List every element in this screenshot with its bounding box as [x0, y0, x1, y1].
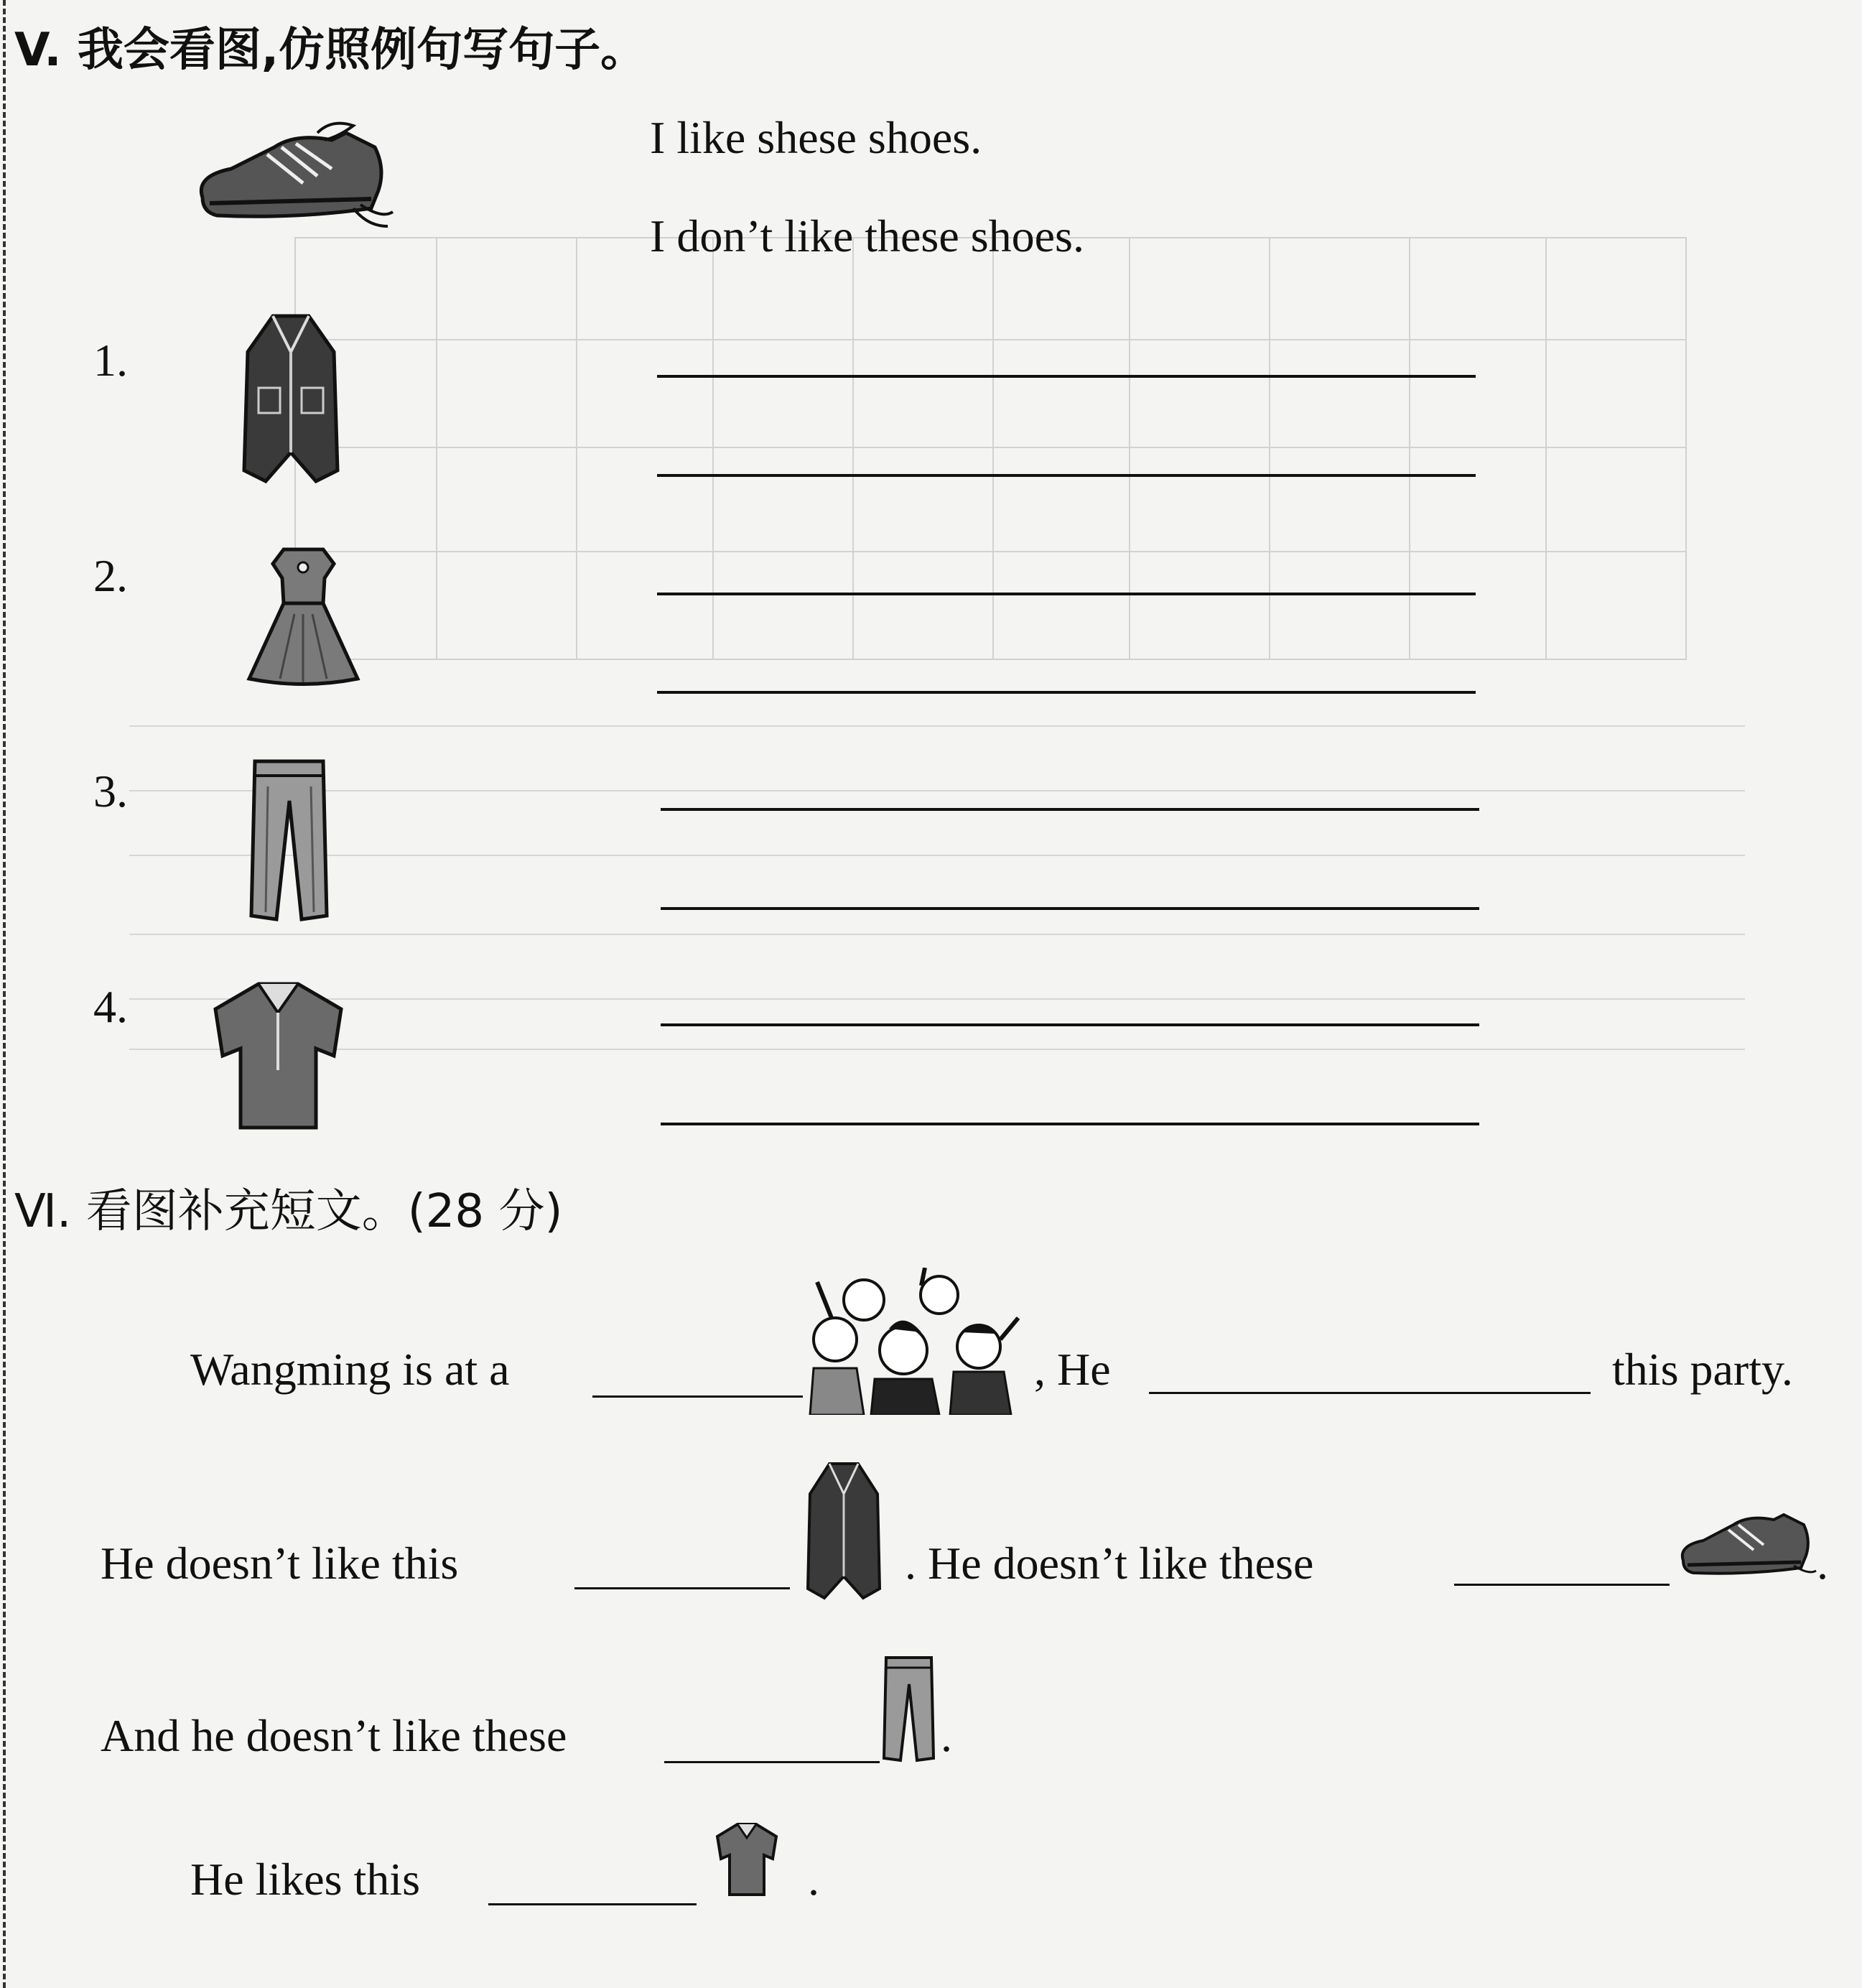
- blank-likes[interactable]: [1149, 1392, 1591, 1394]
- item-1-number: 1.: [93, 335, 128, 386]
- answer-line-4a[interactable]: [661, 1023, 1479, 1026]
- section-5-heading: V. 我会看图,仿照例句写句子。: [14, 24, 647, 77]
- item-2-number: 2.: [93, 550, 128, 601]
- jacket-icon: [804, 1458, 883, 1602]
- blank-shoes[interactable]: [1454, 1584, 1670, 1586]
- shoe-icon: [1673, 1505, 1817, 1587]
- passage-line-4-end: .: [808, 1854, 819, 1905]
- example-sentence-1: I like shese shoes.: [650, 112, 982, 163]
- party-icon: [803, 1268, 1040, 1415]
- blank-shirt[interactable]: [488, 1903, 697, 1905]
- answer-line-1a[interactable]: [657, 375, 1476, 378]
- answer-line-1b[interactable]: [657, 474, 1476, 477]
- trousers-icon: [882, 1655, 936, 1763]
- item-3-number: 3.: [93, 766, 128, 817]
- section-6-heading: Ⅵ. 看图补充短文。(28 分): [14, 1185, 563, 1238]
- trousers-icon: [248, 758, 330, 923]
- passage-line-4-start: He likes this: [190, 1854, 420, 1905]
- shirt-icon: [714, 1821, 779, 1900]
- answer-line-3b[interactable]: [661, 907, 1479, 910]
- example-shoe-icon: [188, 119, 396, 233]
- passage-line-2-mid: . He doesn’t like these: [905, 1538, 1314, 1589]
- passage-line-2-end: .: [1817, 1538, 1828, 1589]
- answer-line-2a[interactable]: [657, 593, 1476, 595]
- blank-party[interactable]: [592, 1395, 804, 1398]
- jacket-icon: [241, 309, 341, 485]
- answer-line-2b[interactable]: [657, 691, 1476, 694]
- item-4-number: 4.: [93, 981, 128, 1032]
- passage-line-1-end: this party.: [1612, 1344, 1793, 1395]
- answer-line-3a[interactable]: [661, 808, 1479, 811]
- passage-line-1-mid: , He: [1034, 1344, 1111, 1395]
- passage-line-3-start: And he doesn’t like these: [101, 1710, 567, 1761]
- example-sentence-2: I don’t like these shoes.: [650, 210, 1084, 261]
- shirt-icon: [208, 977, 348, 1138]
- passage-line-2-start: He doesn’t like this: [101, 1538, 459, 1589]
- passage-line-3-end: .: [941, 1710, 952, 1761]
- blank-trousers[interactable]: [664, 1761, 880, 1763]
- dress-icon: [244, 546, 363, 686]
- bleed-grid: [294, 237, 1687, 660]
- blank-jacket[interactable]: [574, 1587, 790, 1589]
- answer-line-4b[interactable]: [661, 1123, 1479, 1125]
- passage-line-1-start: Wangming is at a: [190, 1344, 510, 1395]
- page-fold-border: [3, 0, 6, 1988]
